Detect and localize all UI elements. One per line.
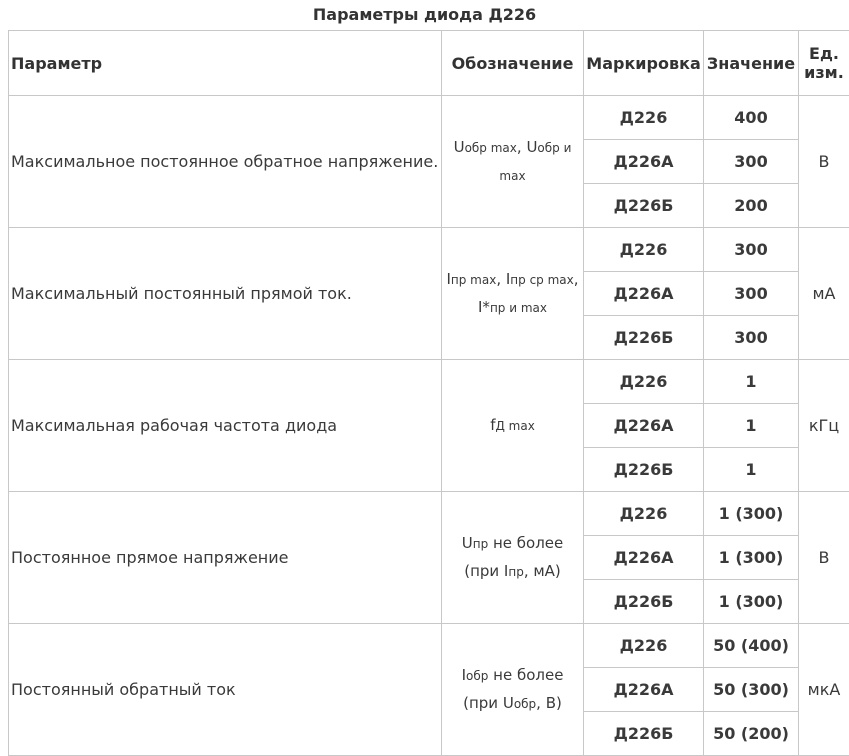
value-cell: 50 (300) — [704, 668, 799, 712]
parameter-cell: Максимальный постоянный прямой ток. — [9, 228, 442, 360]
marking-cell: Д226А — [584, 140, 704, 184]
value-cell: 1 — [704, 404, 799, 448]
marking-cell: Д226А — [584, 536, 704, 580]
designation-cell — [442, 624, 584, 756]
header-unit-line1: Ед. — [809, 44, 839, 63]
header-value: Значение — [704, 31, 799, 96]
header-parameter: Параметр — [9, 31, 442, 96]
parameter-cell: Максимальная рабочая частота диода — [9, 360, 442, 492]
marking-cell: Д226 — [584, 96, 704, 140]
value-cell: 1 (300) — [704, 580, 799, 624]
subscript: пр max — [451, 273, 496, 287]
value-cell: 50 (400) — [704, 624, 799, 668]
designation-cell — [442, 492, 584, 624]
subscript: пр — [473, 537, 488, 551]
parameter-cell: Постоянный обратный ток — [9, 624, 442, 756]
symbol: U — [454, 138, 465, 156]
value-cell: 200 — [704, 184, 799, 228]
parameter-cell: Максимальное постоянное обратное напряжение. — [9, 96, 442, 228]
marking-cell: Д226Б — [584, 184, 704, 228]
condition-open: (при I — [464, 562, 508, 580]
table-row — [9, 96, 849, 140]
unit-cell: мА — [799, 228, 849, 360]
table-caption: Параметры диода Д226 — [0, 0, 849, 30]
marking-cell: Д226 — [584, 228, 704, 272]
subscript: пр — [508, 565, 523, 579]
header-unit-line2: изм. — [804, 63, 844, 82]
separator: , — [496, 270, 506, 288]
condition-text: не более — [488, 666, 563, 684]
value-cell: 300 — [704, 140, 799, 184]
condition-close: , В) — [536, 694, 562, 712]
condition-close: , мА) — [524, 562, 561, 580]
symbol: U — [462, 534, 473, 552]
marking-cell: Д226А — [584, 668, 704, 712]
value-cell: 300 — [704, 316, 799, 360]
designation-cell — [442, 360, 584, 492]
subscript: пр и max — [490, 301, 547, 315]
designation-cell — [442, 96, 584, 228]
condition-open: (при U — [463, 694, 514, 712]
subscript: обр — [466, 669, 488, 683]
unit-cell: кГц — [799, 360, 849, 492]
unit-cell: В — [799, 492, 849, 624]
marking-cell: Д226 — [584, 360, 704, 404]
header-unit — [799, 31, 849, 96]
value-cell: 1 (300) — [704, 536, 799, 580]
subscript: обр — [514, 697, 536, 711]
separator: , — [517, 138, 527, 156]
parameter-cell: Постоянное прямое напряжение — [9, 492, 442, 624]
unit-cell: мкА — [799, 624, 849, 756]
symbol: I* — [478, 298, 490, 316]
unit-cell: В — [799, 96, 849, 228]
value-cell: 400 — [704, 96, 799, 140]
marking-cell: Д226Б — [584, 580, 704, 624]
header-designation: Обозначение — [442, 31, 584, 96]
value-cell: 300 — [704, 228, 799, 272]
subscript: обр и max — [499, 141, 571, 183]
value-cell: 50 (200) — [704, 712, 799, 756]
marking-cell: Д226А — [584, 404, 704, 448]
table-row — [9, 360, 849, 404]
marking-cell: Д226А — [584, 272, 704, 316]
symbol: I — [506, 270, 510, 288]
symbol: f — [490, 416, 495, 434]
subscript: обр max — [465, 141, 517, 155]
diode-parameters-table — [8, 30, 849, 756]
table-row — [9, 228, 849, 272]
value-cell: 1 (300) — [704, 492, 799, 536]
separator: , — [574, 270, 579, 288]
marking-cell: Д226Б — [584, 448, 704, 492]
symbol: I — [462, 666, 466, 684]
value-cell: 1 — [704, 448, 799, 492]
subscript: Д max — [495, 419, 534, 433]
condition-text: не более — [488, 534, 563, 552]
marking-cell: Д226Б — [584, 316, 704, 360]
value-cell: 300 — [704, 272, 799, 316]
value-cell: 1 — [704, 360, 799, 404]
marking-cell: Д226Б — [584, 712, 704, 756]
marking-cell: Д226 — [584, 492, 704, 536]
table-row — [9, 492, 849, 536]
header-row — [9, 31, 849, 96]
table-row — [9, 624, 849, 668]
symbol: U — [526, 138, 537, 156]
symbol: I — [446, 270, 450, 288]
marking-cell: Д226 — [584, 624, 704, 668]
designation-cell — [442, 228, 584, 360]
subscript: пр ср max — [510, 273, 573, 287]
header-marking: Маркировка — [584, 31, 704, 96]
